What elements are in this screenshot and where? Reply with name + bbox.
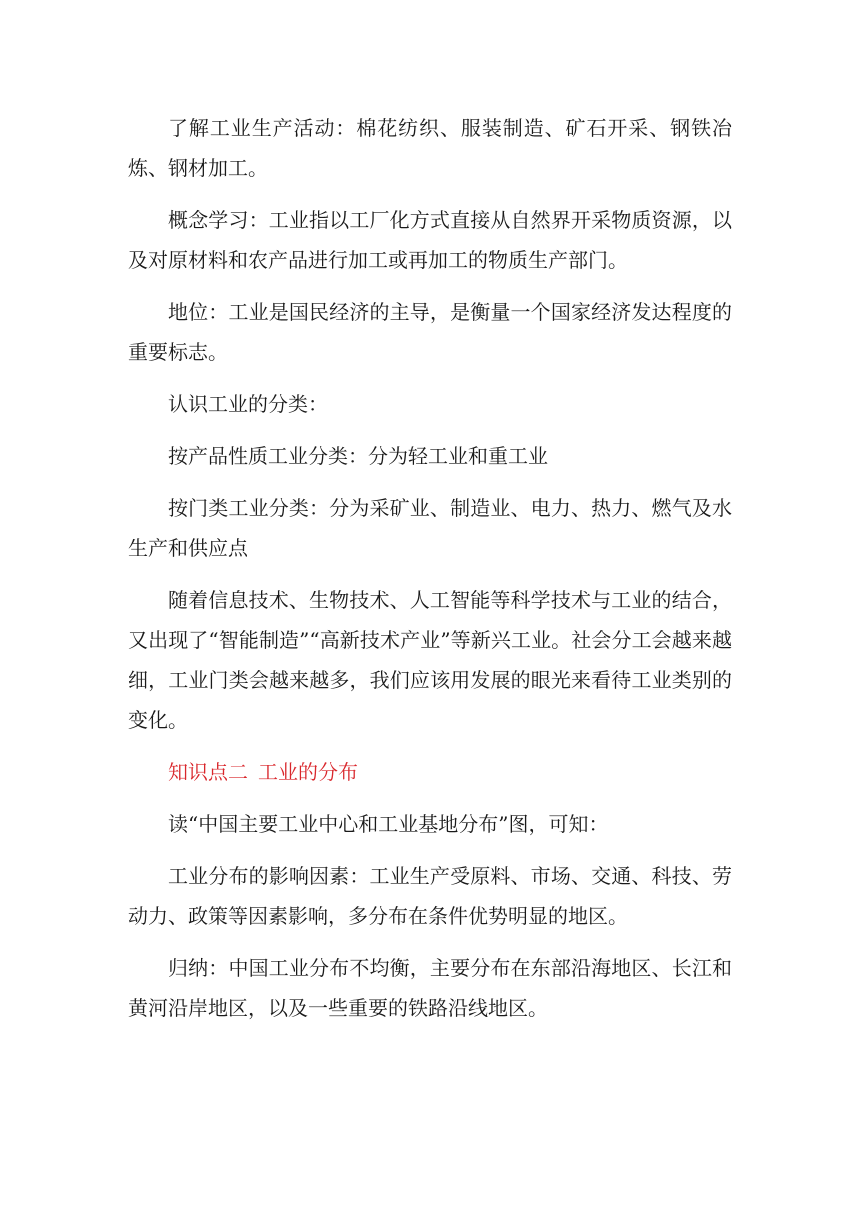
paragraph-summary: 归纳：中国工业分布不均衡，主要分布在东部沿海地区、长江和黄河沿岸地区，以及一些重要的铁路沿线地区。 <box>128 956 732 1020</box>
paragraph-classification-by-product: 按产品性质工业分类：分为轻工业和重工业 <box>168 444 548 468</box>
paragraph-emerging-industries: 随着信息技术、生物技术、人工智能等科学技术与工业的结合，又出现了“智能制造”“高新技术产业”等新兴工业。社会分工会越来越细，工业门类会越来越多，我们应该用发展的眼光来看待工业类别的变化。 <box>128 588 732 732</box>
paragraph-influencing-factors: 工业分布的影响因素：工业生产受原料、市场、交通、科技、劳动力、政策等因素影响，多分布在条件优势明显的地区。 <box>128 864 732 928</box>
paragraph-read-map: 读“中国主要工业中心和工业基地分布”图，可知： <box>168 812 609 836</box>
paragraph-classification-intro: 认识工业的分类： <box>168 392 328 416</box>
paragraph-status: 地位：工业是国民经济的主导，是衡量一个国家经济发达程度的重要标志。 <box>128 300 732 364</box>
paragraph-concept: 概念学习：工业指以工厂化方式直接从自然界开采物质资源，以及对原材料和农产品进行加工或再加工的物质生产部门。 <box>128 208 732 272</box>
document-body <box>128 108 732 1040</box>
section-heading-title: 工业的分布 <box>258 760 358 784</box>
paragraph-industrial-activities: 了解工业生产活动：棉花纺织、服装制造、矿石开采、钢铁冶炼、钢材加工。 <box>128 116 732 180</box>
section-heading-number: 知识点二 <box>168 760 248 784</box>
paragraph-classification-by-sector: 按门类工业分类：分为采矿业、制造业、电力、热力、燃气及水生产和供应点 <box>128 496 732 560</box>
section-heading <box>128 752 732 792</box>
